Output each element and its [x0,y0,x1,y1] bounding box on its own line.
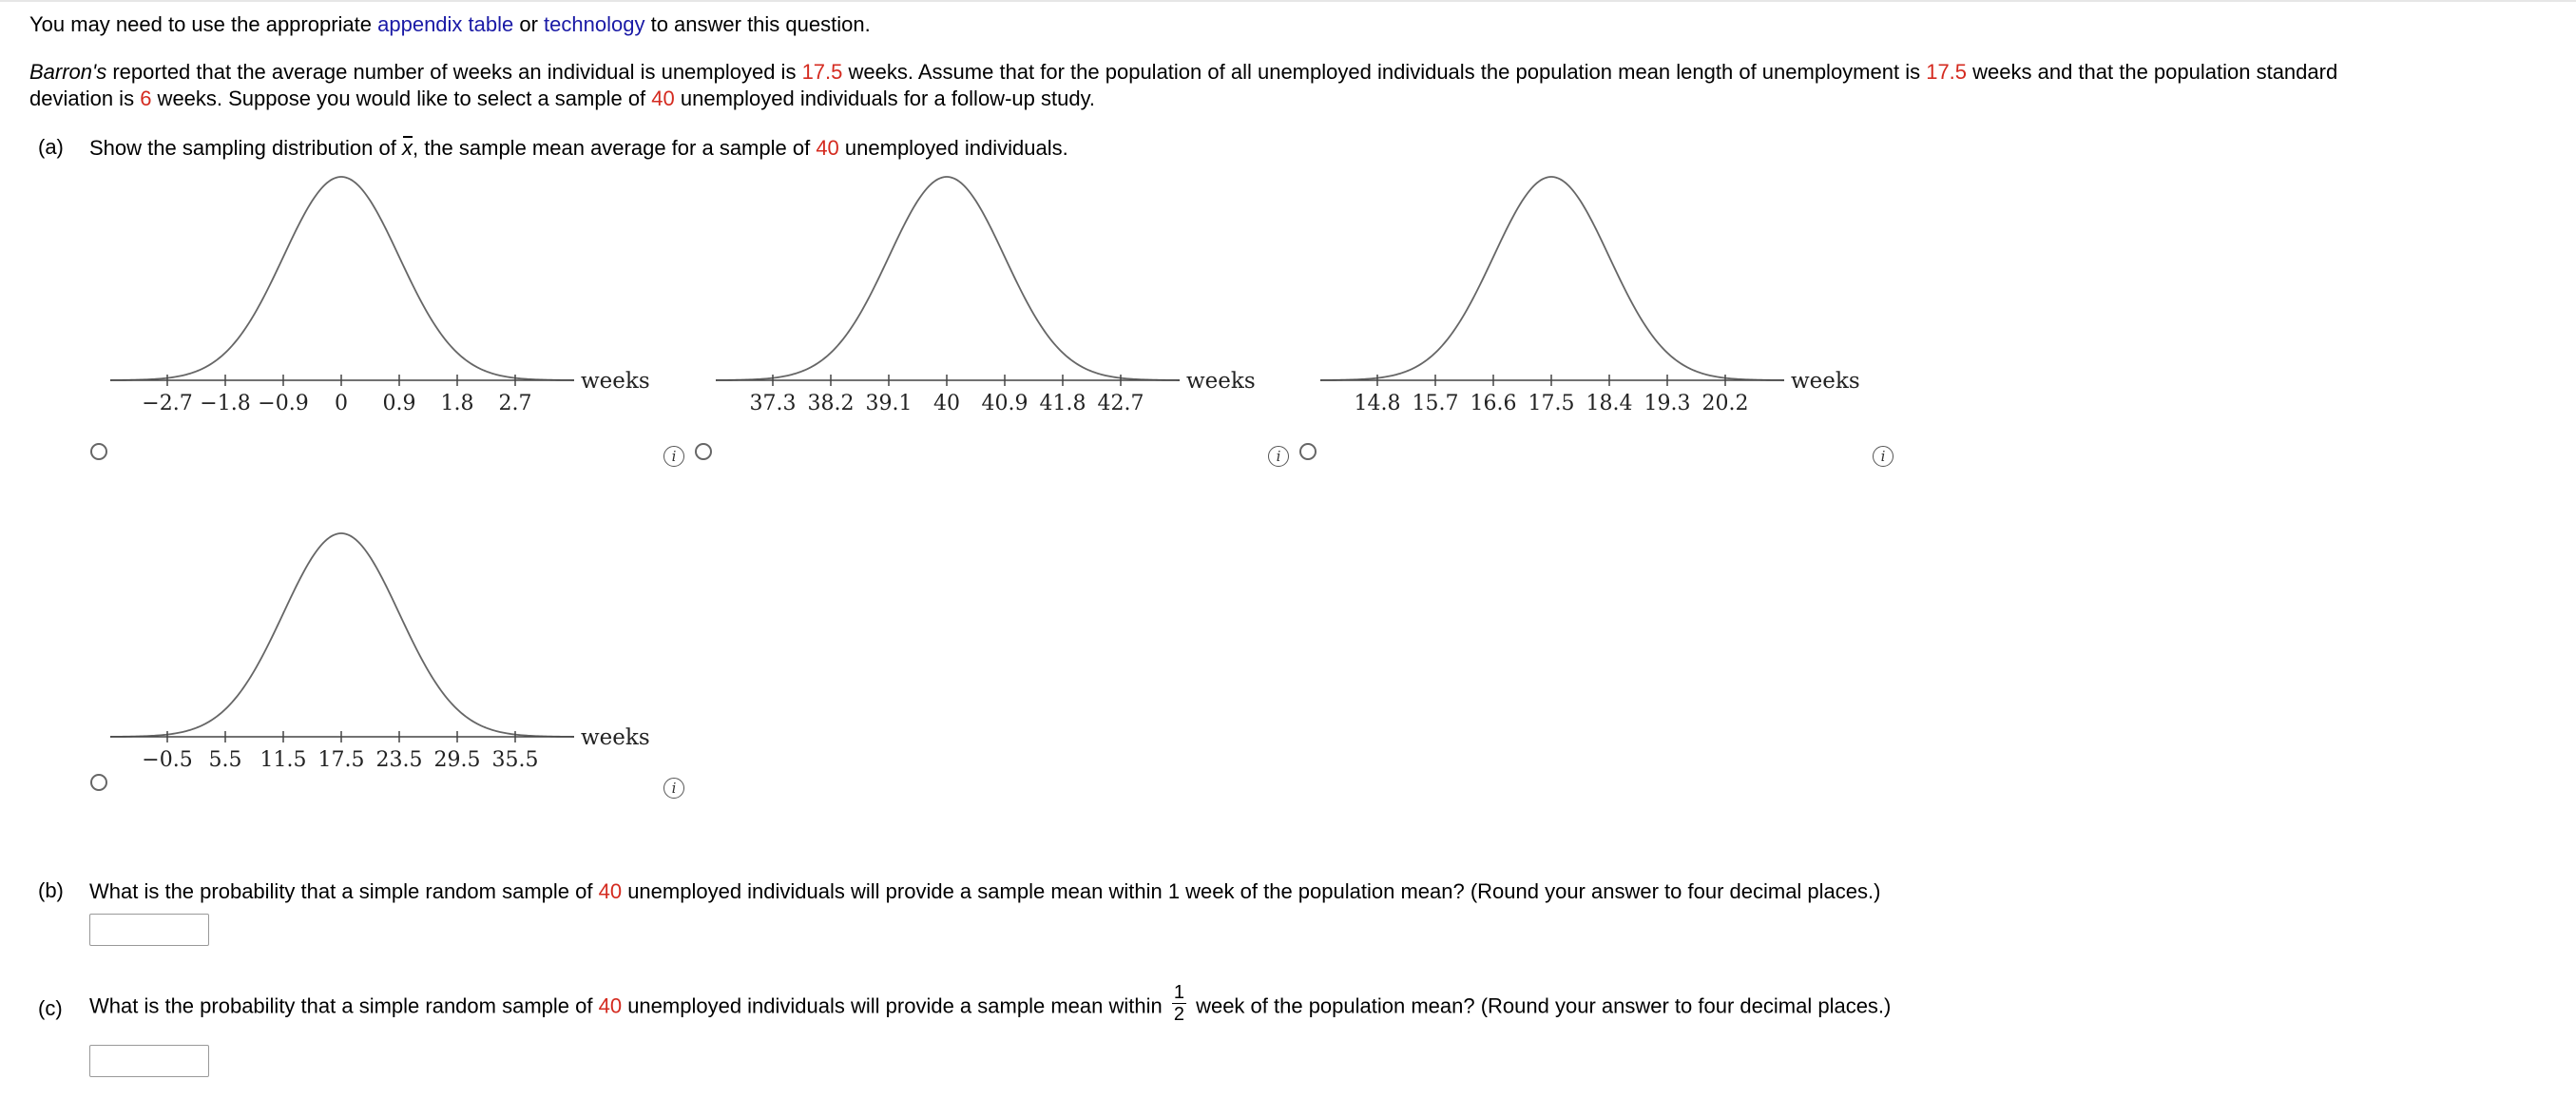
tick-label: 16.6 [1470,392,1517,415]
part-a-label: (a) [38,135,64,159]
normal-curve [716,177,1180,380]
problem-text: weeks and that the population standard [1967,60,2338,84]
problem-line-1 [29,59,2558,86]
tick-label: −0.9 [258,392,309,415]
tick-label: 5.5 [208,748,242,772]
axis-unit-label: weeks [1186,369,1256,394]
option-4-radio[interactable] [90,774,107,791]
tick-label: 1.8 [440,392,474,415]
tick-label: 23.5 [375,748,423,772]
tick-label: −1.8 [200,392,251,415]
part-b-answer-input[interactable] [89,914,209,946]
x-bar-symbol: x [401,136,413,160]
question-text: week of the population mean? (Round your answer to four decimal places.) [1189,993,1892,1018]
question-text: , the sample mean average for a sample of [412,136,817,160]
intro-text [29,11,871,38]
part-c-label: (c) [38,996,63,1020]
tick-label: 0 [335,392,348,415]
part-b-question [89,878,1880,905]
tick-label: 39.1 [865,392,913,415]
normal-curve-chart-1 [108,162,679,428]
question-text: unemployed individuals. [838,136,1068,160]
normal-curve-chart-2 [714,162,1284,428]
mean-value: 17.5 [801,60,843,84]
distribution-chart-2 [714,162,1284,428]
sample-size-value: 40 [598,879,623,903]
tick-label: 17.5 [317,748,365,772]
distribution-chart-4 [108,518,679,784]
tick-label: 19.3 [1644,392,1691,415]
part-b-label: (b) [38,878,64,902]
fraction-denominator: 2 [1173,1004,1184,1025]
problem-text: reported that the average number of weeks an individual is unemployed is [106,60,802,84]
problem-text: deviation is [29,87,141,110]
tick-label: −0.5 [142,748,193,772]
question-text: unemployed individuals will provide a sample mean within 1 week of the population mean? (Round your answer to four decimal places.) [622,879,1881,903]
normal-curve [110,177,574,380]
part-c-answer-input[interactable] [89,1045,209,1077]
intro-middle: or [513,12,545,36]
tick-label: 11.5 [260,748,307,772]
one-half-fraction [1172,982,1186,1025]
tick-label: 20.2 [1701,392,1749,415]
part-c-question [89,982,1892,1029]
tick-label: 42.7 [1097,392,1144,415]
tick-label: 18.4 [1586,392,1633,415]
tick-label: 0.9 [382,392,416,415]
problem-line-2 [29,86,2558,112]
tick-label: 35.5 [491,748,539,772]
tick-label: 37.3 [749,392,797,415]
intro-suffix: to answer this question. [644,12,871,36]
normal-curve-chart-3 [1318,162,1889,428]
tick-label: 14.8 [1354,392,1401,415]
problem-statement [29,59,2558,112]
normal-curve [110,533,574,737]
population-mean-value: 17.5 [1926,60,1968,84]
normal-curve-chart-4 [108,518,679,784]
info-icon[interactable]: i [663,778,684,799]
source-name: Barron's [29,60,107,84]
tick-label: −2.7 [142,392,193,415]
problem-text: weeks. Suppose you would like to select a sample of [151,87,652,110]
info-icon[interactable]: i [663,446,684,467]
axis-unit-label: weeks [581,369,650,394]
tick-label: 17.5 [1528,392,1575,415]
option-2-radio[interactable] [695,443,712,460]
axis-unit-label: weeks [581,725,650,750]
distribution-chart-3 [1318,162,1889,428]
axis-unit-label: weeks [1791,369,1860,394]
problem-text: weeks. Assume that for the population of all unemployed individuals the population mean length of unemployment is [842,60,1927,84]
tick-label: 40 [933,392,960,415]
info-icon[interactable]: i [1873,446,1894,467]
question-text: Show the sampling distribution of [89,136,402,160]
sample-size-value: 40 [816,136,839,160]
tick-label: 41.8 [1039,392,1086,415]
fraction-numerator: 1 [1173,982,1184,1003]
normal-curve [1320,177,1784,380]
technology-link[interactable]: technology [544,12,645,36]
sample-size-value: 40 [651,87,675,110]
top-border [0,0,2576,2]
tick-label: 2.7 [498,392,532,415]
sample-size-value: 40 [598,993,623,1018]
part-a-question [89,135,1068,162]
option-3-radio[interactable] [1299,443,1317,460]
tick-label: 15.7 [1412,392,1459,415]
tick-label: 40.9 [981,392,1028,415]
question-text: What is the probability that a simple random sample of [89,879,599,903]
appendix-table-link[interactable]: appendix table [377,12,514,36]
tick-label: 29.5 [433,748,481,772]
distribution-chart-1 [108,162,679,428]
std-dev-value: 6 [140,87,152,110]
problem-text: unemployed individuals for a follow-up study. [674,87,1096,110]
question-text: What is the probability that a simple random sample of [89,993,599,1018]
question-text: unemployed individuals will provide a sample mean within [622,993,1168,1018]
info-icon[interactable]: i [1268,446,1289,467]
intro-prefix: You may need to use the appropriate [29,12,378,36]
option-1-radio[interactable] [90,443,107,460]
tick-label: 38.2 [807,392,855,415]
